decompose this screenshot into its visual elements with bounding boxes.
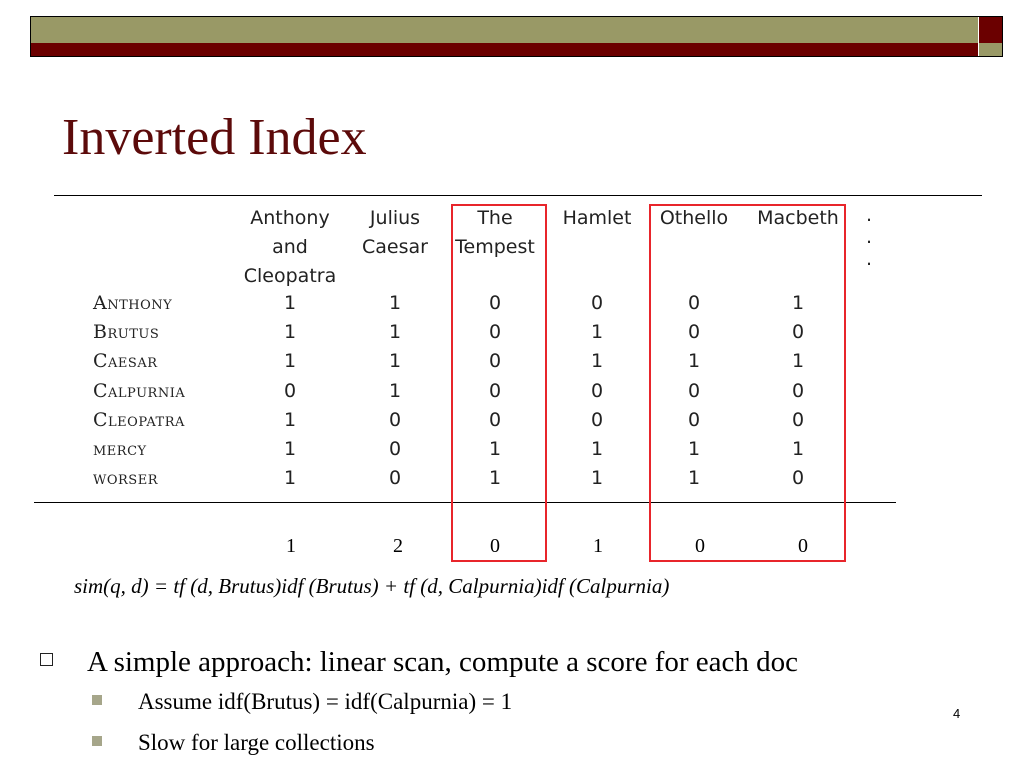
score-value: 1 bbox=[593, 535, 603, 557]
table-cell: 0 bbox=[687, 321, 701, 343]
term-label: Anthony bbox=[93, 292, 173, 314]
table-cell: 1 bbox=[283, 350, 297, 372]
highlight-box-tempest bbox=[451, 204, 547, 562]
term-label: worser bbox=[93, 467, 158, 489]
table-cell: 0 bbox=[488, 409, 502, 431]
table-cell: 1 bbox=[283, 292, 297, 314]
filled-square-bullet-icon bbox=[92, 695, 102, 705]
table-cell: 0 bbox=[590, 380, 604, 402]
hollow-square-bullet-icon bbox=[40, 653, 53, 666]
sub-bullet-text: Assume idf(Brutus) = idf(Calpurnia) = 1 bbox=[138, 689, 513, 714]
table-cell: 0 bbox=[687, 292, 701, 314]
table-cell: 0 bbox=[488, 292, 502, 314]
table-cell: 1 bbox=[687, 467, 701, 489]
score-value: 1 bbox=[286, 535, 296, 557]
table-cell: 1 bbox=[283, 321, 297, 343]
table-cell: 1 bbox=[590, 438, 604, 460]
bullet-text: A simple approach: linear scan, compute a score for each doc bbox=[87, 646, 799, 678]
table-cell: 1 bbox=[283, 409, 297, 431]
table-cell: 0 bbox=[488, 321, 502, 343]
table-cell: 0 bbox=[687, 380, 701, 402]
table-cell: 0 bbox=[488, 350, 502, 372]
table-cell: 0 bbox=[791, 321, 805, 343]
table-cell: 0 bbox=[791, 409, 805, 431]
table-top-rule bbox=[54, 195, 982, 196]
table-cell: 1 bbox=[791, 350, 805, 372]
bullet-item bbox=[40, 646, 798, 679]
table-cell: 0 bbox=[590, 409, 604, 431]
score-value: 2 bbox=[393, 535, 403, 557]
column-header-line: Caesar bbox=[362, 236, 428, 258]
highlight-box-othello-macbeth bbox=[649, 204, 846, 562]
sub-bullet-item bbox=[92, 689, 512, 715]
table-cell: 1 bbox=[590, 467, 604, 489]
table-cell: 1 bbox=[590, 350, 604, 372]
table-cell: 0 bbox=[791, 467, 805, 489]
column-header-line: Anthony bbox=[250, 207, 330, 229]
table-cell: 1 bbox=[590, 321, 604, 343]
table-cell: 0 bbox=[590, 292, 604, 314]
column-header-1 bbox=[235, 204, 345, 291]
column-header-line: Macbeth bbox=[757, 207, 839, 229]
table-cell: 1 bbox=[388, 292, 402, 314]
table-cell: 1 bbox=[488, 467, 502, 489]
term-label: Cleopatra bbox=[93, 409, 185, 431]
table-cell: 1 bbox=[283, 467, 297, 489]
table-cell: 1 bbox=[388, 380, 402, 402]
table-cell: 0 bbox=[687, 409, 701, 431]
similarity-formula: sim(q, d) = tf (d, Brutus)idf (Brutus) + tf (d, Calpurnia)idf (Calpurnia) bbox=[74, 574, 670, 598]
table-cell: 1 bbox=[687, 350, 701, 372]
score-value: 0 bbox=[798, 535, 808, 557]
column-header-2 bbox=[340, 204, 450, 262]
column-header-line: Cleopatra bbox=[243, 265, 337, 287]
term-label: Caesar bbox=[93, 350, 158, 372]
slide-title: Inverted Index bbox=[62, 109, 367, 166]
table-cell: 0 bbox=[488, 380, 502, 402]
table-cell: 1 bbox=[388, 350, 402, 372]
term-label: Calpurnia bbox=[93, 380, 186, 402]
table-cell: 1 bbox=[791, 438, 805, 460]
column-header-line: Julius bbox=[369, 207, 421, 229]
header-band-frame bbox=[30, 16, 1003, 57]
score-value: 0 bbox=[695, 535, 705, 557]
term-label: mercy bbox=[93, 438, 147, 460]
column-header-line: Hamlet bbox=[562, 207, 632, 229]
column-header-4 bbox=[542, 204, 652, 233]
table-cell: 1 bbox=[791, 292, 805, 314]
sub-bullet-text: Slow for large collections bbox=[138, 730, 375, 755]
column-header-line: The bbox=[477, 207, 513, 229]
page-number: 4 bbox=[953, 706, 961, 721]
sub-bullet-item bbox=[92, 730, 375, 756]
table-cell: 0 bbox=[388, 438, 402, 460]
column-header-line: Othello bbox=[659, 207, 729, 229]
table-cell: 1 bbox=[388, 321, 402, 343]
column-header-line: Tempest bbox=[455, 236, 535, 258]
table-cell: 1 bbox=[687, 438, 701, 460]
table-cell: 0 bbox=[791, 380, 805, 402]
table-cell: 0 bbox=[388, 467, 402, 489]
filled-square-bullet-icon bbox=[92, 736, 102, 746]
column-header-line: and bbox=[272, 236, 308, 258]
table-cell: 1 bbox=[283, 438, 297, 460]
table-cell: 1 bbox=[488, 438, 502, 460]
term-label: Brutus bbox=[93, 321, 160, 343]
score-value: 0 bbox=[490, 535, 500, 557]
table-cell: 0 bbox=[388, 409, 402, 431]
table-cell: 0 bbox=[283, 380, 297, 402]
more-columns-ellipsis: . . . bbox=[866, 204, 876, 270]
